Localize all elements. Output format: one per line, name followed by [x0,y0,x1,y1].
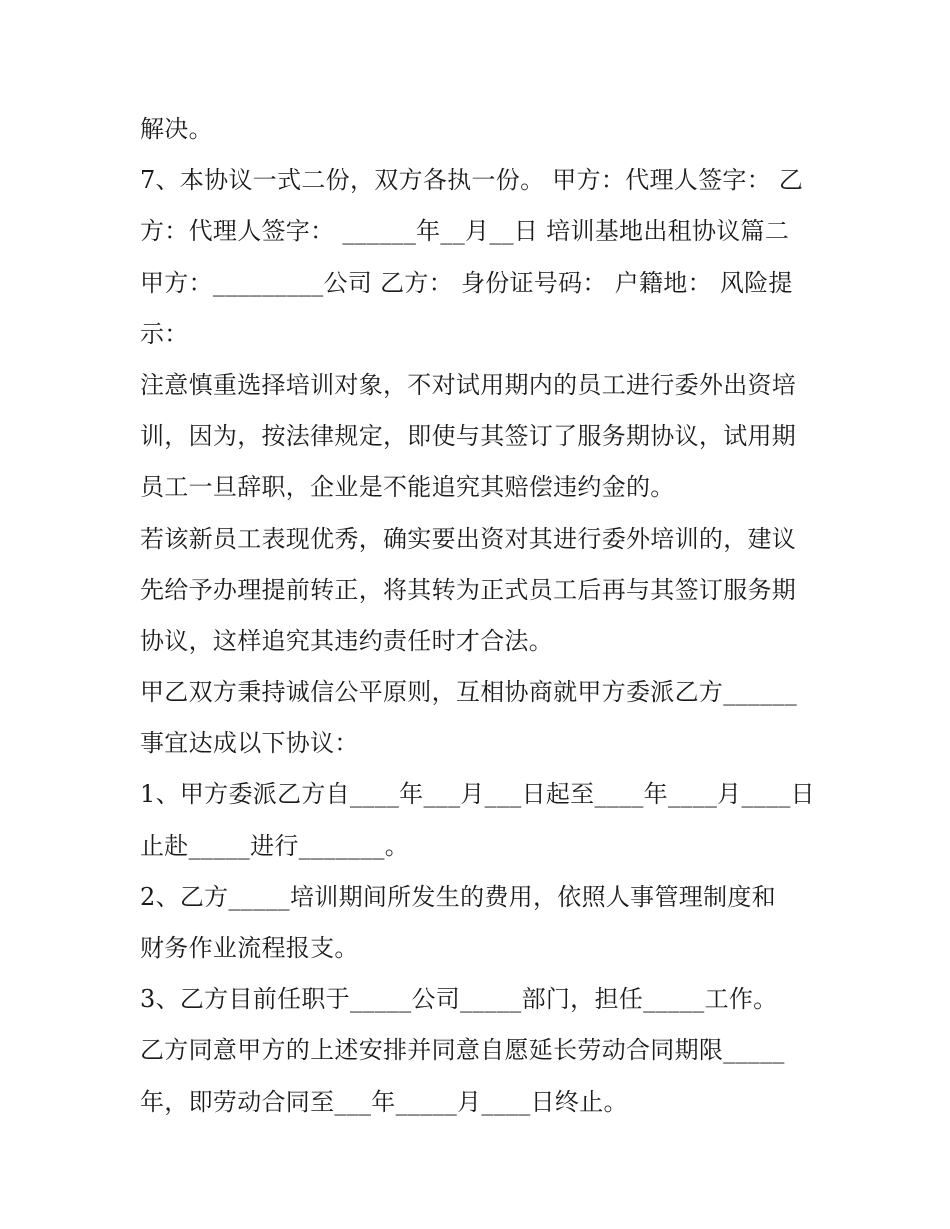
text-line: 止赴_____进行_______。 [140,831,410,860]
text-line: 乙方同意甲方的上述安排并同意自愿延长劳动合同期限_____ [140,1036,785,1065]
text-line: 示： [140,319,189,348]
text-line: 先给予办理提前转正，将其转为正式员工后再与其签订服务期 [140,575,797,604]
text-line: 年，即劳动合同至___年_____月____日终止。 [140,1087,628,1116]
text-line: 甲乙双方秉持诚信公平原则，互相协商就甲方委派乙方______ [140,678,797,707]
text-line: 7、本协议一式二份，双方各执一份。 甲方：代理人签字： 乙 [140,166,804,195]
text-line: 甲方：_________公司 乙方： 身份证号码： 户籍地： 风险提 [140,268,793,297]
document-body [140,104,820,1128]
text-line: 财务作业流程报支。 [140,934,359,962]
text-line: 注意慎重选择培训对象，不对试用期内的员工进行委外出资培 [140,370,797,399]
text-line: 训，因为，按法律规定，即使与其签订了服务期协议，试用期 [140,422,797,451]
text-line: 方：代理人签字： ______年__月__日 培训基地出租协议篇二 [140,217,790,246]
text-line: 3、乙方目前任职于_____公司_____部门，担任_____工作。 [140,985,778,1014]
text-line: 1、甲方委派乙方自____年___月___日起至____年____月____日 [140,780,815,809]
text-line: 事宜达成以下协议： [140,729,359,758]
text-line: 若该新员工表现优秀，确实要出资对其进行委外培训的，建议 [140,524,797,553]
text-line: 2、乙方_____培训期间所发生的费用，依照人事管理制度和 [140,882,776,911]
text-line: 解决。 [140,115,213,143]
text-line: 员工一旦辞职，企业是不能追究其赔偿违约金的。 [140,473,675,502]
text-line: 协议，这样追究其违约责任时才合法。 [140,626,554,655]
